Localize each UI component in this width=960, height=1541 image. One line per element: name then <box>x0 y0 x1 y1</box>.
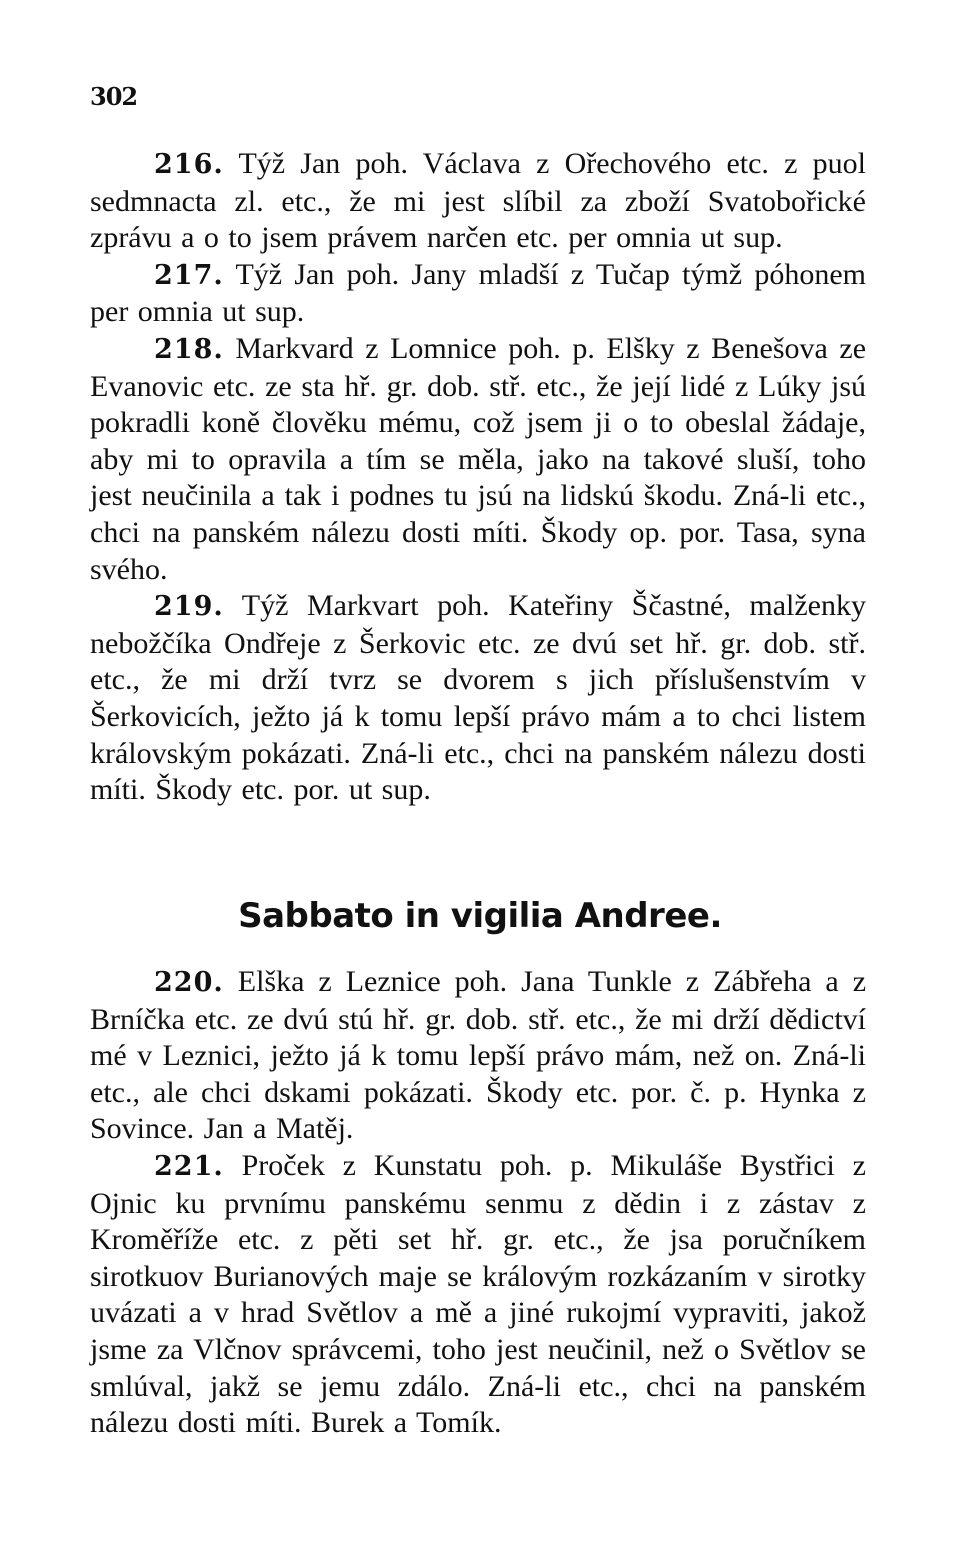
entry-221 <box>90 1148 866 1442</box>
entry-218 <box>90 331 866 588</box>
entry-219 <box>90 588 866 809</box>
entry-217 <box>90 257 866 331</box>
entry-text: Týž Markvart poh. Kateřiny Ščastné, malženky nebožčíka Ondřeje z Šerkovic etc. ze dvú set hř. gr. dob. stř. etc., že mi drží tvrz se dvorem s jich příslušenstvím v Šerkovicích, ježto já k tomu lepší právo mám a to chci listem královským pokázati. Zná-li etc., chci na panském nálezu dosti míti. Škody etc. por. ut sup. <box>90 589 866 807</box>
entry-text: Týž Jan poh. Václava z Ořechového etc. z puol sedmnacta zl. etc., že mi jest slíbil za zboží Svatobořické zprávu a o to jsem právem narčen etc. per omnia ut sup. <box>90 147 866 255</box>
section-heading: Sabbato in vigilia Andree. <box>238 896 722 936</box>
page-number: 302 <box>90 82 138 111</box>
entry-216 <box>90 146 866 257</box>
entry-number: 218. <box>154 333 224 365</box>
entry-text: Elška z Leznice poh. Jana Tunkle z Zábřeha a z Brníčka etc. ze dvú stú hř. gr. dob. stř. etc., že mi drží dědictví mé v Leznici, ježto já k tomu lepší právo mám, než on. Zná-li etc., ale chci dskami pokázati. Škody etc. por. č. p. Hynka z Sovince. Jan a Matěj. <box>90 965 867 1146</box>
entry-number: 221. <box>154 1150 224 1182</box>
entry-text: Týž Jan poh. Jany mladší z Tučap týmž póhonem per omnia ut sup. <box>90 257 866 329</box>
entry-number: 219. <box>154 591 224 623</box>
entry-number: 216. <box>154 149 224 180</box>
entry-number: 220. <box>154 967 224 998</box>
text-block-lower <box>90 964 866 1442</box>
entry-number: 217. <box>154 259 224 291</box>
entry-text: Proček z Kunstatu poh. p. Mikuláše Bystřici z Ojnic ku prvnímu panskému senmu z dědin i z zástav z Kroměříže etc. z pěti set hř. gr. etc., že jsa poručníkem sirotkuov Burianových maje se královým rozkázaním v sirotky uvázati a v hrad Světlov a mě a jiné rukojmí vypraviti, jakož jsme za Vlčnov správcemi, toho jest neučinil, než o Světlov se smlúval, jakž se jemu zdálo. Zná-li etc., chci na panském nálezu dosti míti. Burek a Tomík. <box>90 1148 866 1440</box>
entry-text: Markvard z Lomnice poh. p. Elšky z Benešova ze Evanovic etc. ze sta hř. gr. dob. stř. etc., že její lidé z Lúky jsú pokradli koně člověku mému, což jsem ji o to obeslal žádaje, aby mi to opravila a tím se měla, jako na takové sluší, toho jest neučinila a tak i podnes tu jsú na lidskú škodu. Zná-li etc., chci na panském nálezu dosti míti. Škody op. por. Tasa, syna svého. <box>90 331 867 586</box>
text-block-upper <box>90 146 866 809</box>
entry-220 <box>90 964 866 1148</box>
